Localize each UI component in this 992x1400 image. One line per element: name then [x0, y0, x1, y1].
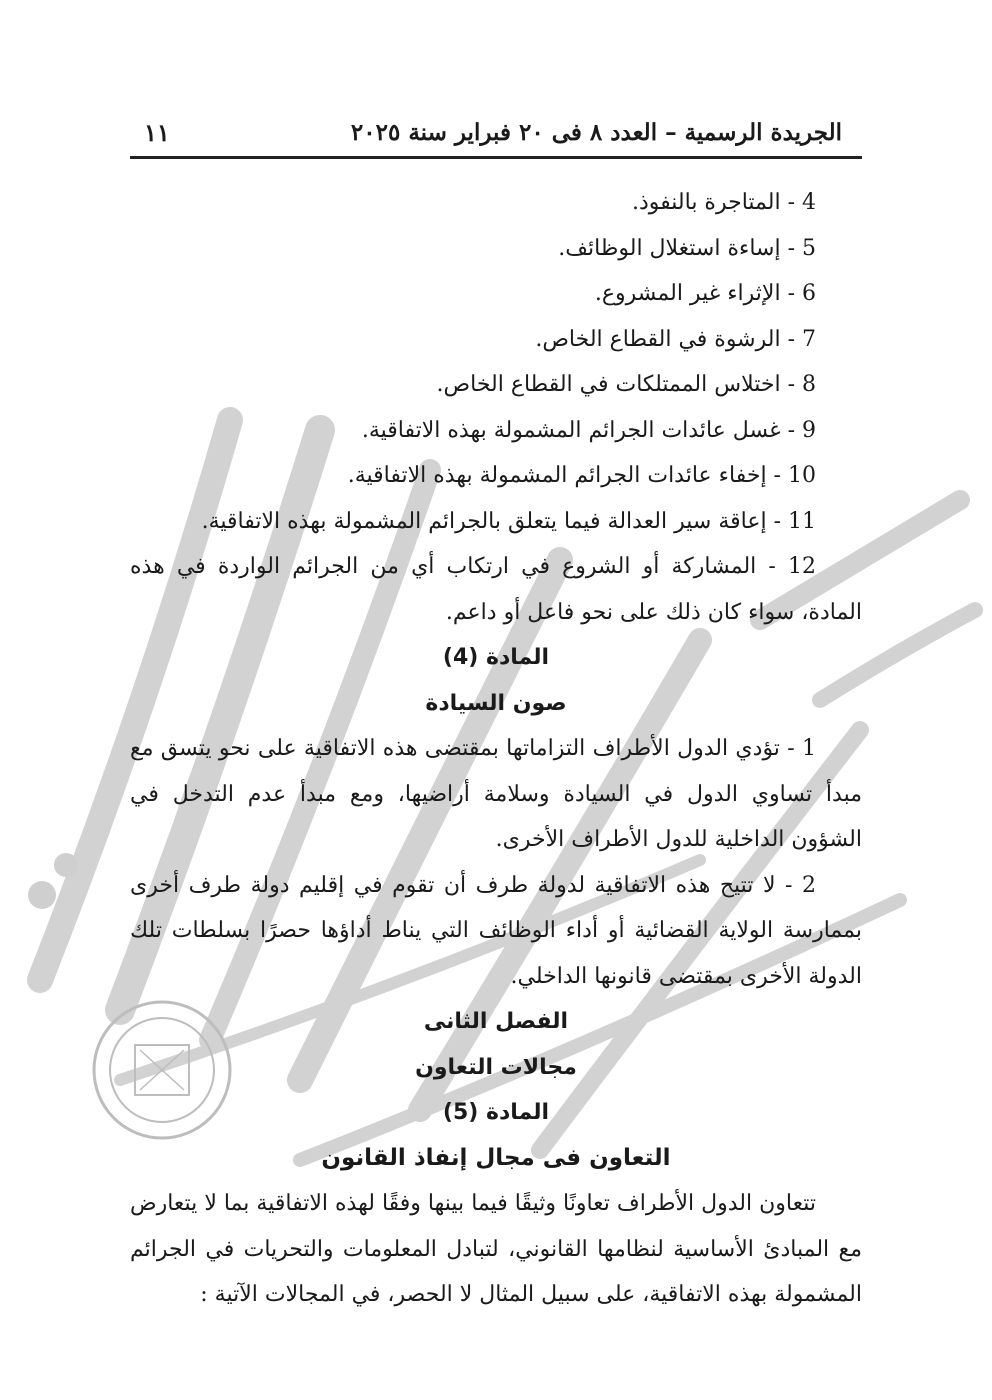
chapter-2-title: الفصل الثانى [423, 1009, 569, 1034]
list-item: 7 - الرشوة في القطاع الخاص. [535, 326, 816, 352]
chapter-2-subtitle: مجالات التعاون [415, 1054, 577, 1080]
gazette-title: الجريدة الرسمية – العدد ٨ فى ٢٠ فبراير سنة ٢٠٢٥ [350, 118, 842, 146]
list-item: 4 - المتاجرة بالنفوذ. [631, 190, 816, 215]
document-body [130, 180, 862, 1318]
page-number: ١١ [144, 117, 170, 147]
list-item-12: 12 - المشاركة أو الشروع في ارتكاب أي من الجرائم الواردة في هذه المادة، سواء كان ذلك على نحو فاعل أو داعم. [130, 554, 862, 625]
article-4-title: المادة (4) [442, 645, 550, 670]
article-5-subtitle: التعاون فى مجال إنفاذ القانون [321, 1144, 671, 1171]
header-divider [130, 156, 862, 159]
list-item: 9 - غسل عائدات الجرائم المشمولة بهذه الاتفاقية. [361, 417, 816, 443]
list-item: 8 - اختلاس الممتلكات في القطاع الخاص. [436, 372, 816, 397]
list-item: 5 - إساءة استغلال الوظائف. [558, 235, 816, 261]
list-item: 10 - إخفاء عائدات الجرائم المشمولة بهذه الاتفاقية. [347, 463, 816, 488]
article-4-paragraph-2: 2 - لا تتيح هذه الاتفاقية لدولة طرف أن تقوم في إقليم دولة طرف أخرى بممارسة الولاية القضائية أو أداء الوظائف التي يناط أداؤها حصرًا بسلطات تلك الدولة الأخرى بمقتضى قانونها الداخلي. [130, 872, 862, 989]
list-item: 6 - الإثراء غير المشروع. [594, 281, 816, 306]
article-5-paragraph: تتعاون الدول الأطراف تعاونًا وثيقًا فيما بينها وفقًا لهذه الاتفاقية بما لا يتعارض مع المبادئ الأساسية لنظامها القانوني، لتبادل المعلومات والتحريات في الجرائم المشمولة بهذه الاتفاقية، على سبيل المثال لا الحصر، في المجالات الآتية : [130, 1191, 863, 1307]
list-item: 11 - إعاقة سير العدالة فيما يتعلق بالجرائم المشمولة بهذه الاتفاقية. [201, 508, 816, 534]
article-4-subtitle: صون السيادة [425, 690, 567, 716]
article-4-paragraph-1: 1 - تؤدي الدول الأطراف التزاماتها بمقتضى هذه الاتفاقية على نحو يتسق مع مبدأ تساوي الدول في السيادة وسلامة أراضيها، ومع مبدأ عدم التدخل في الشؤون الداخلية للدول الأطراف الأخرى. [130, 736, 862, 852]
page-header [130, 112, 862, 152]
article-5-title: المادة (5) [442, 1100, 550, 1125]
